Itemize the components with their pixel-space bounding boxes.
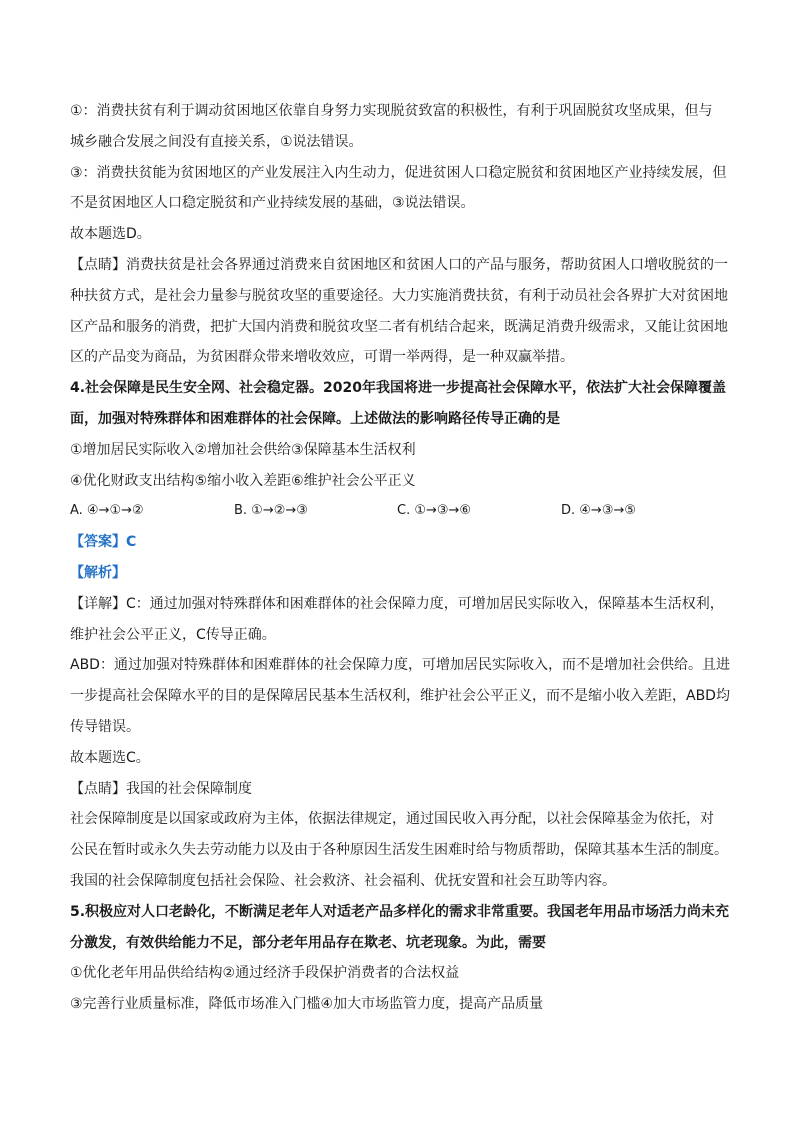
detail-line-2: 维护社会公平正义，C传导正确。	[70, 626, 276, 643]
dianjing-line-2: 种扶贫方式，是社会力量参与脱贫攻坚的重要途径。大力实施消费扶贫，有利于动员社会各界扩大对贫困地	[70, 287, 728, 304]
question-4-stem-2: 面，加强对特殊群体和困难群体的社会保障。上述做法的影响路径传导正确的是	[70, 410, 560, 427]
social-security-line-3: 我国的社会保障制度包括社会保险、社会救济、社会福利、优抚安置和社会互助等内容。	[70, 872, 616, 889]
detail-line-4: 一步提高社会保障水平的目的是保障居民基本生活权利，维护社会公平正义，而不是缩小收入差距，ABD均	[70, 688, 730, 705]
question-5-stem-1: 5.积极应对人口老龄化，不断满足老年人对适老产品多样化的需求非常重要。我国老年用品市场活力尚未充	[70, 903, 730, 920]
question-4-stem-1: 4.社会保障是民生安全网、社会稳定器。2020年我国将进一步提高社会保障水平，依法扩大社会保障覆盖	[70, 380, 727, 397]
social-security-line-1: 社会保障制度是以国家或政府为主体，依据法律规定，通过国民收入再分配，以社会保障基金为依托，对	[70, 811, 714, 828]
question-4-item-line-1: ①增加居民实际收入②增加社会供给③保障基本生活权利	[70, 441, 416, 458]
conclusion-line-2: 故本题选C。	[70, 749, 150, 766]
option-d: D. ④→③→⑤	[561, 503, 637, 519]
dianjing-line-1: 【点睛】消费扶贫是社会各界通过消费来自贫困地区和贫困人口的产品与服务，帮助贫困人口增收脱贫的一	[70, 256, 728, 273]
detail-line-5: 传导错误。	[70, 718, 140, 735]
question-5-item-line-2: ③完善行业质量标准，降低市场准入门槛④加大市场监管力度，提高产品质量	[70, 996, 544, 1013]
option-a: A. ④→①→②	[70, 503, 144, 519]
answer-tag: 【答案】C	[70, 534, 137, 551]
social-security-line-2: 公民在暂时或永久失去劳动能力以及由于各种原因生活发生困难时给与物质帮助，保障其基本生活的制度。	[70, 842, 728, 859]
option-c: C. ①→③→⑥	[397, 503, 472, 519]
document-body	[70, 96, 730, 1020]
analysis-line-3: ③：消费扶贫能为贫困地区的产业发展注入内生动力，促进贫困人口稳定脱贫和贫困地区产业持续发展，但	[70, 164, 727, 181]
detail-line-1: 【详解】C：通过加强对特殊群体和困难群体的社会保障力度，可增加居民实际收入，保障基本生活权利，	[70, 595, 724, 612]
analysis-line-4: 不是贫困地区人口稳定脱贫和产业持续发展的基础，③说法错误。	[70, 195, 475, 212]
dianjing-line-3: 区产品和服务的消费，把扩大国内消费和脱贫攻坚二者有机结合起来，既满足消费升级需求，又能让贫困地	[70, 318, 728, 335]
question-4-options	[70, 496, 730, 527]
dianjing-line-4: 区的产品变为商品，为贫困群众带来增收效应，可谓一举两得，是一种双赢举措。	[70, 349, 574, 366]
conclusion-line: 故本题选D。	[70, 226, 151, 243]
analysis-tag: 【解析】	[70, 564, 126, 581]
analysis-line-2: 城乡融合发展之间没有直接关系，①说法错误。	[70, 133, 363, 150]
detail-line-3: ABD：通过加强对特殊群体和困难群体的社会保障力度，可增加居民实际收入，而不是增加社会供给。且进	[70, 657, 730, 674]
question-5-item-line-1: ①优化老年用品供给结构②通过经济手段保护消费者的合法权益	[70, 965, 460, 982]
analysis-line-1: ①：消费扶贫有利于调动贫困地区依靠自身努力实现脱贫致富的积极性，有利于巩固脱贫攻坚成果，但与	[70, 103, 713, 119]
dianjing-heading-2: 【点睛】我国的社会保障制度	[70, 780, 252, 797]
question-5-stem-2: 分激发，有效供给能力不足，部分老年用品存在欺老、坑老现象。为此，需要	[70, 934, 546, 951]
question-4-item-line-2: ④优化财政支出结构⑤缩小收入差距⑥维护社会公平正义	[70, 472, 416, 489]
option-b: B. ①→②→③	[234, 503, 308, 519]
